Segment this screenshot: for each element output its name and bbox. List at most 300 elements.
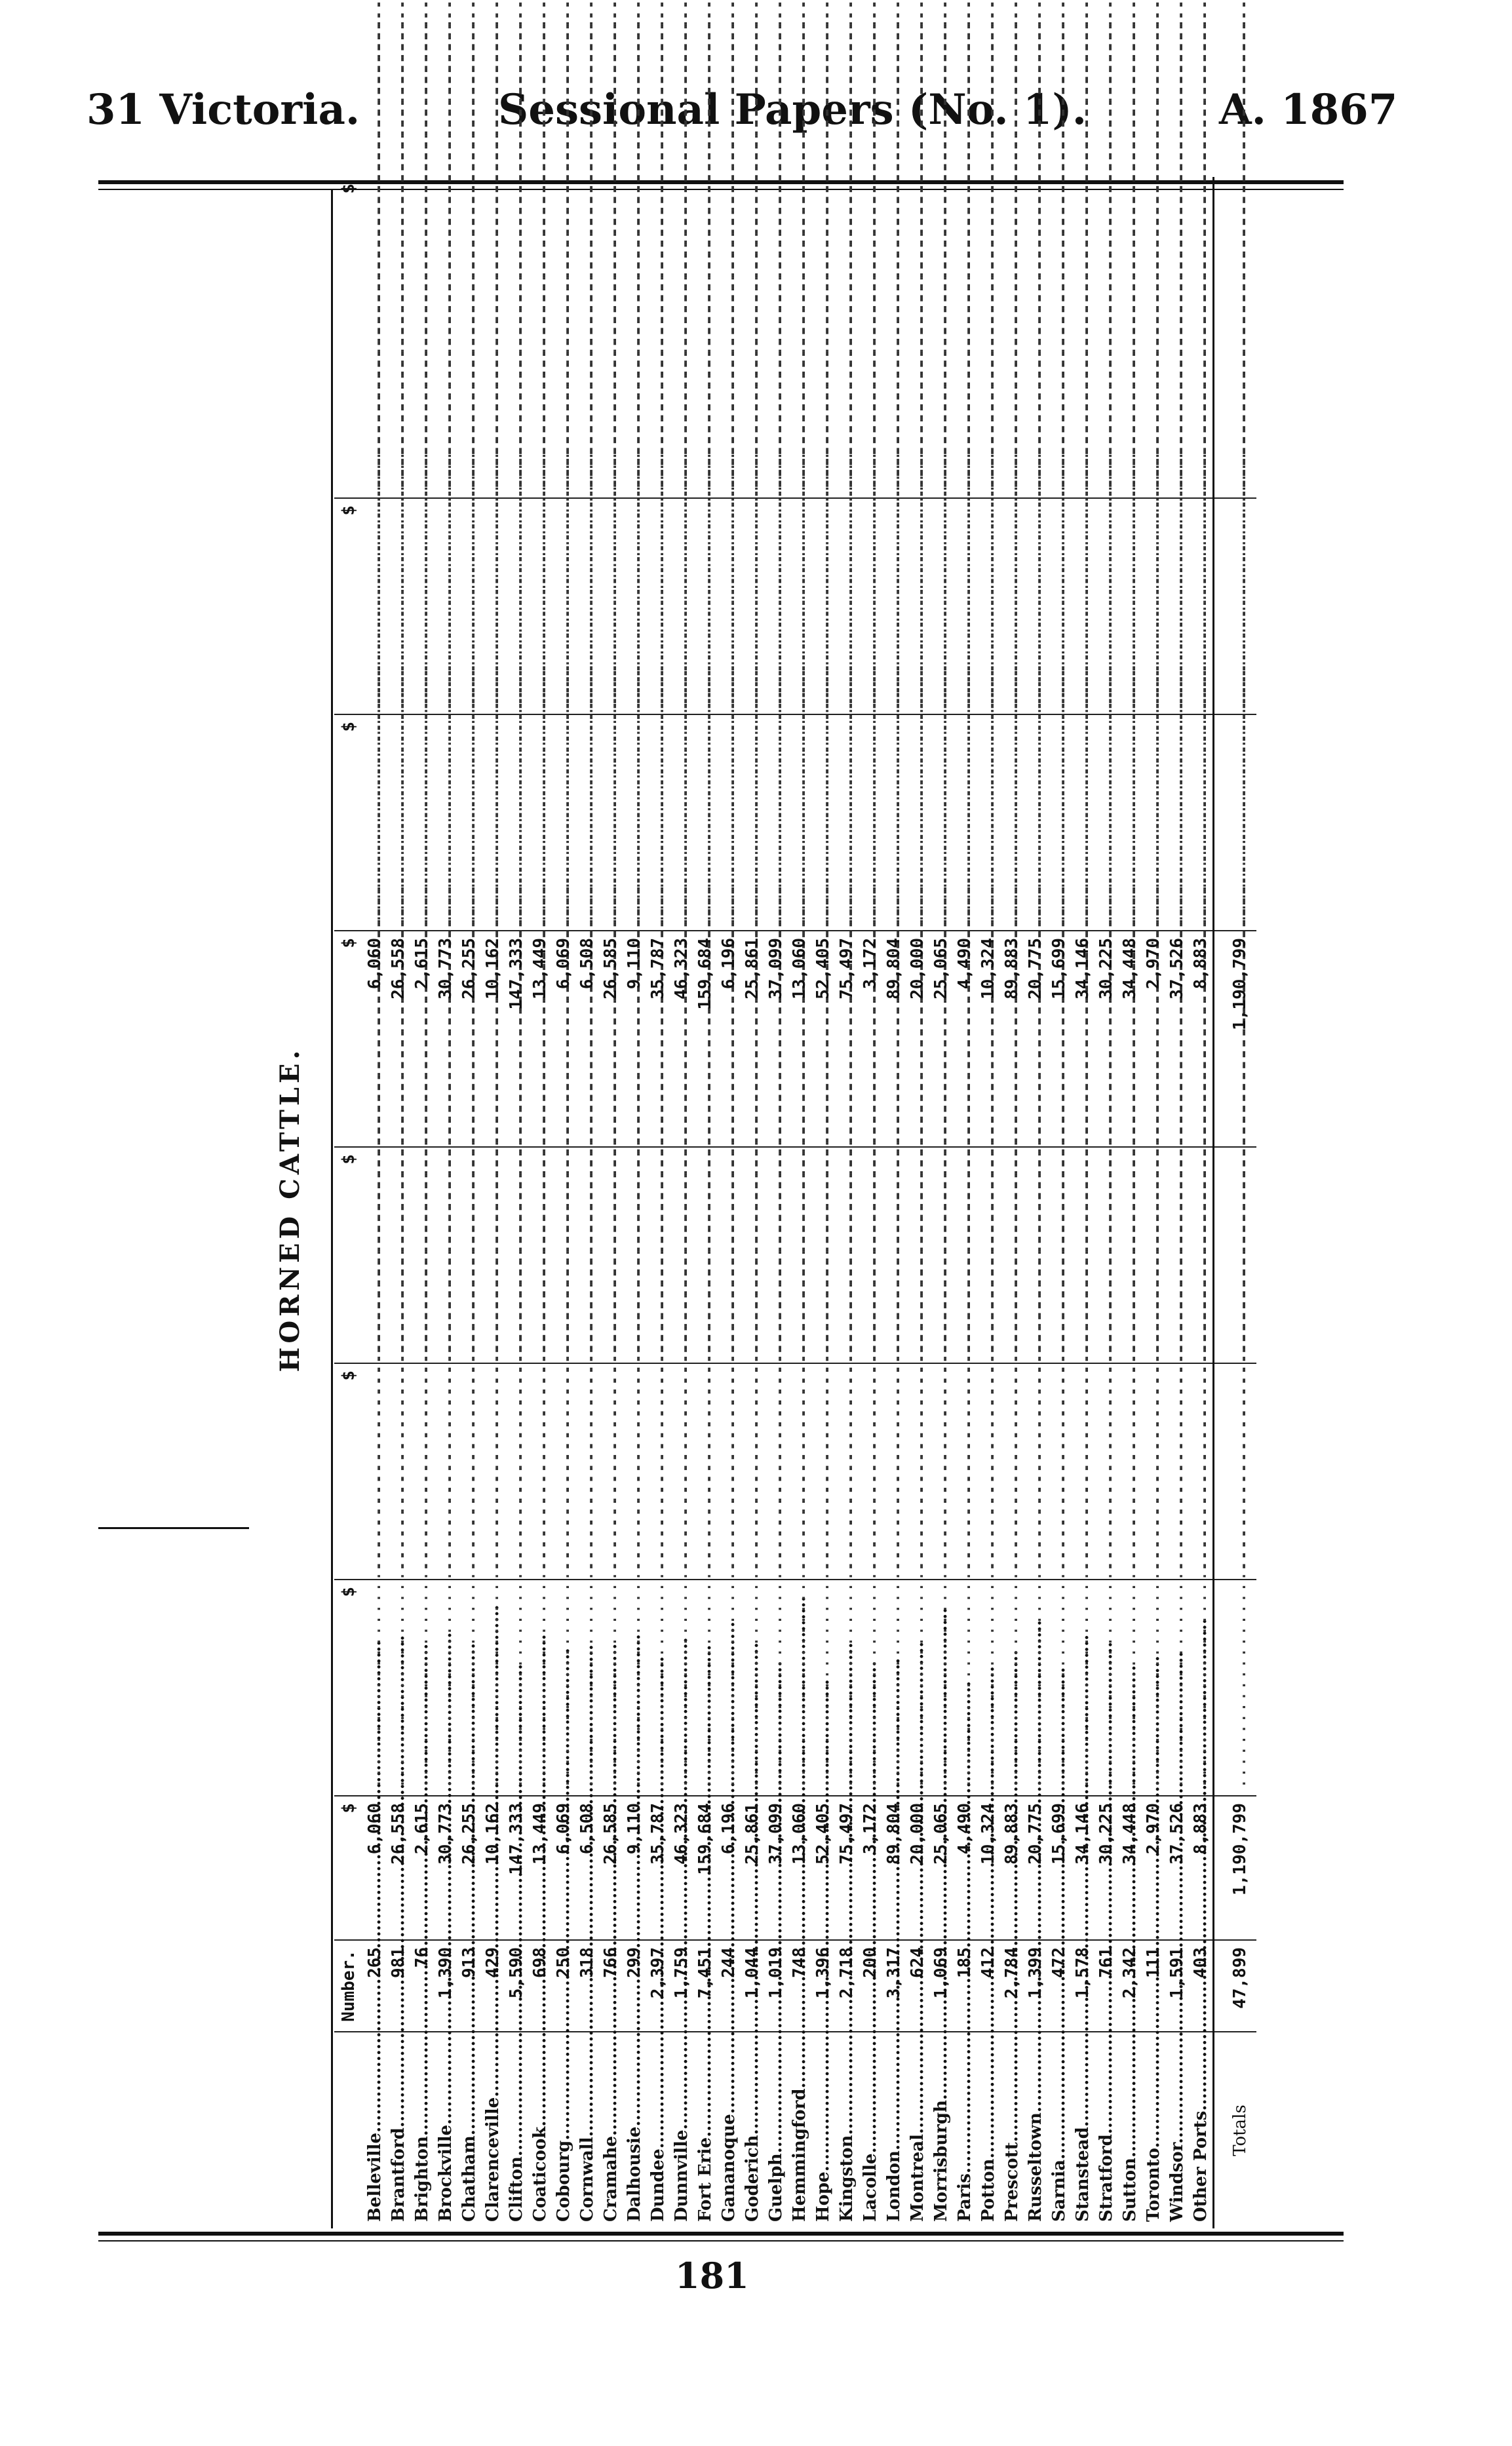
dot-leader — [882, 1147, 906, 1363]
dot-leader — [788, 498, 811, 714]
dot-leader — [457, 498, 481, 714]
port-name: Brighton ..... — [410, 2032, 434, 2228]
port-name: Dundee ..... — [646, 2032, 670, 2228]
port-name: Cobourg ..... — [552, 2032, 575, 2228]
col-header: $ — [334, 1147, 363, 1363]
dot-leader — [859, 714, 882, 931]
dot-leader — [1142, 177, 1165, 498]
dot-leader — [623, 714, 646, 931]
table-row — [552, 177, 575, 2228]
cattle-total: 89,883 — [1000, 931, 1024, 1147]
dot-leader — [1000, 1147, 1024, 1363]
dot-leader — [434, 1147, 457, 1363]
dot-leader — [1189, 1580, 1214, 1796]
title-band — [246, 190, 333, 2228]
cattle-total: 6,069 — [552, 931, 575, 1147]
cattle-value: 159,684 — [693, 1796, 717, 1940]
table-row — [717, 177, 741, 2228]
dot-leader — [646, 714, 670, 931]
dot-leader — [1118, 498, 1142, 714]
table-row — [977, 177, 1000, 2228]
table-region — [246, 184, 1330, 2228]
dot-leader — [646, 1580, 670, 1796]
table-row — [434, 177, 457, 2228]
dot-leader — [1142, 714, 1165, 931]
table-title: HORNED CATTLE. — [275, 1046, 305, 1372]
table-row — [1165, 177, 1189, 2228]
table-row — [387, 177, 410, 2228]
dot-leader — [811, 177, 835, 498]
dot-leader — [670, 1147, 693, 1363]
dot-leader — [977, 498, 1000, 714]
col-header: $ — [334, 177, 363, 498]
cattle-number: 185 — [953, 1940, 977, 2032]
port-name: Guelph ..... — [764, 2032, 788, 2228]
cattle-number: 1,390 — [434, 1940, 457, 2032]
dot-leader — [670, 1363, 693, 1580]
cattle-value: 6,196 — [717, 1796, 741, 1940]
cattle-number: 1,399 — [1024, 1940, 1047, 2032]
table-row — [1095, 177, 1118, 2228]
cattle-value: 34,146 — [1071, 1796, 1095, 1940]
dot-leader — [906, 177, 929, 498]
dot-leader — [1165, 1363, 1189, 1580]
dot-leader — [1214, 498, 1257, 714]
dot-leader — [410, 177, 434, 498]
dot-leader — [1095, 1580, 1118, 1796]
dot-leader — [481, 177, 505, 498]
dot-leader — [717, 1580, 741, 1796]
cattle-total: 159,684 — [693, 931, 717, 1147]
dot-leader — [717, 714, 741, 931]
dot-leader — [1000, 177, 1024, 498]
cattle-value: 15,699 — [1047, 1796, 1071, 1940]
dot-leader — [764, 177, 788, 498]
cattle-total: 13,449 — [528, 931, 552, 1147]
dot-leader — [457, 177, 481, 498]
dot-leader — [410, 1363, 434, 1580]
cattle-number: 1,759 — [670, 1940, 693, 2032]
port-name: Windsor ..... — [1165, 2032, 1189, 2228]
cattle-number: 403 — [1189, 1940, 1214, 2032]
dot-leader — [811, 1147, 835, 1363]
dot-leader — [1214, 714, 1257, 931]
cattle-value: 10,324 — [977, 1796, 1000, 1940]
dot-leader — [457, 1147, 481, 1363]
cattle-number: 76 — [410, 1940, 434, 2032]
cattle-value: 26,255 — [457, 1796, 481, 1940]
table-row — [410, 177, 434, 2228]
dot-leader — [788, 1363, 811, 1580]
cattle-value: 34,448 — [1118, 1796, 1142, 1940]
cattle-value: 9,110 — [623, 1796, 646, 1940]
dot-leader — [410, 1147, 434, 1363]
cattle-total: 2,615 — [410, 931, 434, 1147]
value-header: $ — [334, 1796, 363, 1940]
dot-leader — [1000, 714, 1024, 931]
dot-leader — [1024, 177, 1047, 498]
dot-leader — [481, 498, 505, 714]
dot-leader — [1024, 1580, 1047, 1796]
cattle-number: 200 — [859, 1940, 882, 2032]
totals-value: 1,190,799 — [1214, 1796, 1257, 1940]
dot-leader — [953, 177, 977, 498]
dot-leader — [1071, 1363, 1095, 1580]
dot-leader — [599, 1363, 623, 1580]
cattle-number: 981 — [387, 1940, 410, 2032]
dot-leader — [882, 177, 906, 498]
port-name: Coaticook ..... — [528, 2032, 552, 2228]
dot-leader — [410, 714, 434, 931]
dot-leader — [1214, 1363, 1257, 1580]
page-number: 181 — [675, 2255, 749, 2297]
dot-leader — [387, 498, 410, 714]
dot-leader — [929, 1147, 953, 1363]
dot-leader — [906, 498, 929, 714]
dot-leader — [859, 1580, 882, 1796]
table-row — [481, 177, 505, 2228]
cattle-total: 8,883 — [1189, 931, 1214, 1147]
cattle-number: 318 — [575, 1940, 599, 2032]
dot-leader — [788, 177, 811, 498]
dot-leader — [363, 1147, 387, 1363]
table-row — [623, 177, 646, 2228]
dot-leader — [1142, 498, 1165, 714]
dot-leader — [977, 1580, 1000, 1796]
dot-leader — [929, 1363, 953, 1580]
cattle-number: 1,578 — [1071, 1940, 1095, 2032]
dot-leader — [410, 498, 434, 714]
cattle-total: 34,146 — [1071, 931, 1095, 1147]
dot-leader — [1214, 1580, 1257, 1796]
dot-leader — [552, 1580, 575, 1796]
port-name: Cramahe ..... — [599, 2032, 623, 2228]
dot-leader — [741, 1363, 764, 1580]
port-name: Dalhousie ..... — [623, 2032, 646, 2228]
cattle-number: 1,069 — [929, 1940, 953, 2032]
cattle-value: 6,069 — [552, 1796, 575, 1940]
dot-leader — [1214, 1147, 1257, 1363]
dot-leader — [528, 1363, 552, 1580]
dot-leader — [741, 177, 764, 498]
cattle-value: 10,162 — [481, 1796, 505, 1940]
dot-leader — [1118, 177, 1142, 498]
dot-leader — [1142, 1363, 1165, 1580]
dot-leader — [1047, 1363, 1071, 1580]
port-name: Dunnville ..... — [670, 2032, 693, 2228]
cattle-value: 75,497 — [835, 1796, 859, 1940]
dot-leader — [646, 1363, 670, 1580]
dot-leader — [929, 714, 953, 931]
port-name: Kingston ..... — [835, 2032, 859, 2228]
dot-leader — [811, 714, 835, 931]
dot-leader — [1071, 498, 1095, 714]
cattle-total: 9,110 — [623, 931, 646, 1147]
table-row — [457, 177, 481, 2228]
cattle-value: 6,060 — [363, 1796, 387, 1940]
dot-leader — [929, 498, 953, 714]
dot-leader — [623, 177, 646, 498]
cattle-value: 46,323 — [670, 1796, 693, 1940]
port-name: Lacolle ..... — [859, 2032, 882, 2228]
short-rule — [98, 1527, 249, 1529]
dot-leader — [1095, 1363, 1118, 1580]
dot-leader — [599, 177, 623, 498]
dot-leader — [646, 1147, 670, 1363]
cattle-number: 698 — [528, 1940, 552, 2032]
cattle-total: 4,490 — [953, 931, 977, 1147]
cattle-total: 34,448 — [1118, 931, 1142, 1147]
table-row — [835, 177, 859, 2228]
dot-leader — [811, 498, 835, 714]
port-name: Montreal ..... — [906, 2032, 929, 2228]
dot-leader — [717, 1363, 741, 1580]
table-row — [1189, 177, 1214, 2228]
cattle-number: 412 — [977, 1940, 1000, 2032]
cattle-value: 20,775 — [1024, 1796, 1047, 1940]
col-header: $ — [334, 714, 363, 931]
table-row — [575, 177, 599, 2228]
col-header: $ — [334, 1580, 363, 1796]
dot-leader — [1189, 1363, 1214, 1580]
table-row — [599, 177, 623, 2228]
table-row — [1071, 177, 1095, 2228]
dot-leader — [387, 1363, 410, 1580]
cattle-value: 89,804 — [882, 1796, 906, 1940]
cattle-total: 35,787 — [646, 931, 670, 1147]
dot-leader — [457, 1580, 481, 1796]
cattle-number: 244 — [717, 1940, 741, 2032]
cattle-value: 30,225 — [1095, 1796, 1118, 1940]
dot-leader — [670, 498, 693, 714]
dot-leader — [528, 498, 552, 714]
cattle-total: 20,775 — [1024, 931, 1047, 1147]
dot-leader — [552, 1147, 575, 1363]
dot-leader — [953, 498, 977, 714]
cattle-value: 3,172 — [859, 1796, 882, 1940]
cattle-number: 265 — [363, 1940, 387, 2032]
dot-leader — [505, 714, 528, 931]
dot-leader — [505, 498, 528, 714]
dot-leader — [977, 1363, 1000, 1580]
cattle-number: 3,317 — [882, 1940, 906, 2032]
total-header: $ — [334, 931, 363, 1147]
dot-leader — [1118, 1580, 1142, 1796]
port-name: Fort Erie ..... — [693, 2032, 717, 2228]
dot-leader — [693, 1147, 717, 1363]
dot-leader — [457, 1363, 481, 1580]
dot-leader — [363, 1363, 387, 1580]
dot-leader — [434, 714, 457, 931]
dot-leader — [623, 1580, 646, 1796]
dot-leader — [835, 1363, 859, 1580]
cattle-number: 7,451 — [693, 1940, 717, 2032]
dot-leader — [1095, 1147, 1118, 1363]
cattle-total: 26,255 — [457, 931, 481, 1147]
table-row — [859, 177, 882, 2228]
dot-leader — [670, 177, 693, 498]
cattle-number: 1,019 — [764, 1940, 788, 2032]
dot-leader — [528, 714, 552, 931]
cattle-number: 2,718 — [835, 1940, 859, 2032]
dot-leader — [505, 1580, 528, 1796]
port-name: Clarenceville ..... — [481, 2032, 505, 2228]
cattle-value: 37,526 — [1165, 1796, 1189, 1940]
port-name: Belleville ..... — [363, 2032, 387, 2228]
port-name: London ..... — [882, 2032, 906, 2228]
cattle-total: 3,172 — [859, 931, 882, 1147]
dot-leader — [1189, 177, 1214, 498]
cattle-value: 8,883 — [1189, 1796, 1214, 1940]
dot-leader — [882, 714, 906, 931]
dot-leader — [717, 177, 741, 498]
dot-leader — [835, 1580, 859, 1796]
cattle-total: 2,970 — [1142, 931, 1165, 1147]
cattle-number: 1,591 — [1165, 1940, 1189, 2032]
dot-leader — [764, 498, 788, 714]
dot-leader — [764, 1363, 788, 1580]
dot-leader — [1165, 498, 1189, 714]
cattle-number: 111 — [1142, 1940, 1165, 2032]
cattle-number: 299 — [623, 1940, 646, 2032]
bottom-rule-thin — [98, 2240, 1344, 2242]
header-year: A. 1867 — [1219, 85, 1398, 134]
cattle-total: 20,000 — [906, 931, 929, 1147]
port-name: Chatham ..... — [457, 2032, 481, 2228]
dot-leader — [387, 1580, 410, 1796]
dot-leader — [1000, 498, 1024, 714]
dot-leader — [788, 714, 811, 931]
dot-leader — [434, 498, 457, 714]
cattle-number: 2,397 — [646, 1940, 670, 2032]
table-row — [670, 177, 693, 2228]
port-name: Clifton ..... — [505, 2032, 528, 2228]
dot-leader — [528, 177, 552, 498]
dot-leader — [977, 177, 1000, 498]
dot-leader — [1095, 498, 1118, 714]
table-row — [1118, 177, 1142, 2228]
cattle-value: 25,065 — [929, 1796, 953, 1940]
totals-row — [1214, 177, 1257, 2228]
cattle-value: 37,099 — [764, 1796, 788, 1940]
dot-leader — [1047, 498, 1071, 714]
cattle-number: 1,396 — [811, 1940, 835, 2032]
table-row — [528, 177, 552, 2228]
dot-leader — [387, 714, 410, 931]
dot-leader — [859, 1147, 882, 1363]
dot-leader — [505, 177, 528, 498]
cattle-number: 2,342 — [1118, 1940, 1142, 2032]
dot-leader — [835, 177, 859, 498]
dot-leader — [623, 1363, 646, 1580]
table-row — [1024, 177, 1047, 2228]
cattle-total: 26,558 — [387, 931, 410, 1147]
cattle-total: 75,497 — [835, 931, 859, 1147]
cattle-total: 89,804 — [882, 931, 906, 1147]
dot-leader — [906, 1363, 929, 1580]
dot-leader — [505, 1363, 528, 1580]
dot-leader — [599, 1147, 623, 1363]
header-session: 31 Victoria. — [87, 85, 360, 134]
cattle-value: 2,615 — [410, 1796, 434, 1940]
table-row — [363, 177, 387, 2228]
dot-leader — [670, 714, 693, 931]
dot-leader — [599, 498, 623, 714]
cattle-number: 748 — [788, 1940, 811, 2032]
dot-leader — [1071, 714, 1095, 931]
cattle-number: 472 — [1047, 1940, 1071, 2032]
dot-leader — [623, 498, 646, 714]
port-name: Cornwall ..... — [575, 2032, 599, 2228]
dot-leader — [1118, 1363, 1142, 1580]
dot-leader — [1000, 1580, 1024, 1796]
dot-leader — [811, 1363, 835, 1580]
dot-leader — [670, 1580, 693, 1796]
port-name: Morrisburgh ..... — [929, 2032, 953, 2228]
cattle-total: 10,324 — [977, 931, 1000, 1147]
cattle-number: 429 — [481, 1940, 505, 2032]
port-name: Stratford ..... — [1095, 2032, 1118, 2228]
port-name: Brockville ..... — [434, 2032, 457, 2228]
cattle-value: 147,333 — [505, 1796, 528, 1940]
dot-leader — [1047, 1580, 1071, 1796]
cattle-value: 13,060 — [788, 1796, 811, 1940]
dot-leader — [599, 1580, 623, 1796]
dot-leader — [741, 1147, 764, 1363]
cattle-number: 5,590 — [505, 1940, 528, 2032]
dot-leader — [1142, 1580, 1165, 1796]
dot-leader — [1024, 1147, 1047, 1363]
table-row — [646, 177, 670, 2228]
dot-leader — [693, 714, 717, 931]
dot-leader — [481, 1147, 505, 1363]
cattle-total: 6,508 — [575, 931, 599, 1147]
dot-leader — [646, 498, 670, 714]
dot-leader — [552, 498, 575, 714]
dot-leader — [953, 1580, 977, 1796]
dot-leader — [1165, 1147, 1189, 1363]
dot-leader — [575, 1147, 599, 1363]
dot-leader — [693, 1363, 717, 1580]
port-name: Toronto ..... — [1142, 2032, 1165, 2228]
dot-leader — [835, 714, 859, 931]
cattle-total: 25,065 — [929, 931, 953, 1147]
dot-leader — [1071, 177, 1095, 498]
dot-leader — [693, 1580, 717, 1796]
port-header — [334, 2032, 363, 2228]
port-name: Gananoque ..... — [717, 2032, 741, 2228]
dot-leader — [1071, 1580, 1095, 1796]
dot-leader — [859, 177, 882, 498]
header-row — [334, 177, 363, 2228]
dot-leader — [977, 1147, 1000, 1363]
dot-leader — [953, 1363, 977, 1580]
port-name: Hemmingford ..... — [788, 2032, 811, 2228]
dot-leader — [1118, 714, 1142, 931]
dot-leader — [575, 714, 599, 931]
table-row — [811, 177, 835, 2228]
dot-leader — [481, 1363, 505, 1580]
table-row — [882, 177, 906, 2228]
table-row — [929, 177, 953, 2228]
dot-leader — [977, 714, 1000, 931]
cattle-value: 6,508 — [575, 1796, 599, 1940]
dot-leader — [953, 1147, 977, 1363]
dot-leader — [363, 714, 387, 931]
cattle-value: 13,449 — [528, 1796, 552, 1940]
dot-leader — [434, 177, 457, 498]
cattle-total: 6,060 — [363, 931, 387, 1147]
